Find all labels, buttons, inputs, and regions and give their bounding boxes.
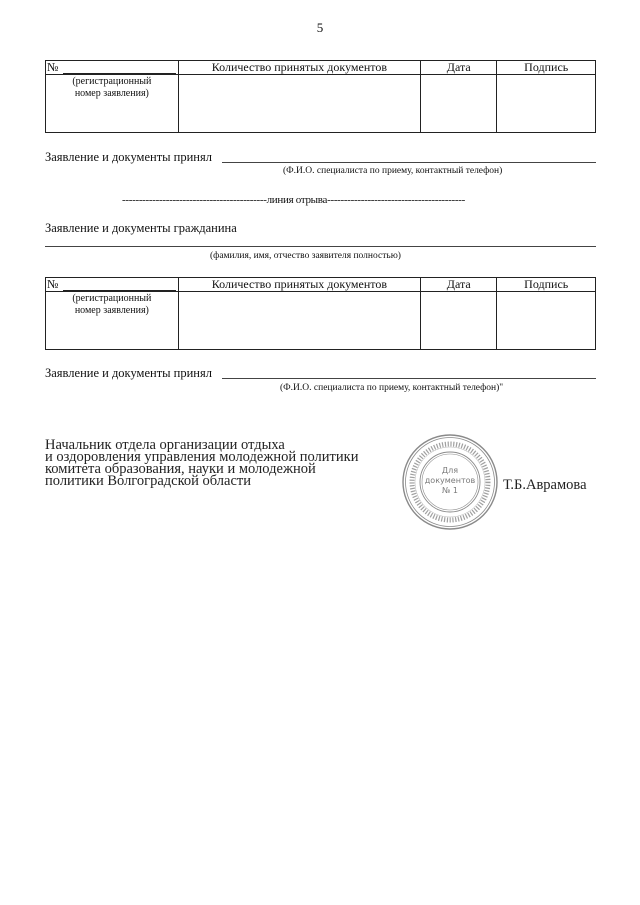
signature-title-line: Начальник отдела организации отдыха [45, 437, 285, 453]
number-cell [46, 278, 179, 292]
number-sign: № [47, 60, 59, 74]
count-cell[interactable] [178, 292, 420, 350]
citizen-fill-line[interactable] [45, 246, 596, 247]
registration-table-1 [45, 60, 596, 133]
specialist-fill-line-2[interactable] [222, 378, 596, 379]
stamp-seal-icon [400, 432, 500, 532]
date-cell[interactable] [421, 292, 497, 350]
official-stamp [400, 432, 500, 532]
signature-title-line: политики Волгоградской области [45, 473, 252, 489]
header-signature: Подпись [497, 61, 596, 75]
signature-title-line: и оздоровления управления молодежной политики [45, 449, 359, 465]
accepted-label-1: Заявление и документы принял [45, 150, 212, 164]
reg-note-cell [46, 75, 179, 133]
signature-cell[interactable] [497, 292, 596, 350]
header-count: Количество принятых документов [178, 61, 420, 75]
date-cell[interactable] [421, 75, 497, 133]
reg-note-cell [46, 292, 179, 350]
specialist-caption-2: (Ф.И.О. специалиста по приему, контактный телефон)" [280, 383, 504, 393]
number-sign: № [47, 277, 59, 291]
signature-cell[interactable] [497, 75, 596, 133]
citizen-label: Заявление и документы гражданина [45, 221, 237, 235]
stamp-text-line: Для [441, 466, 459, 475]
number-fill-line [63, 73, 176, 74]
specialist-fill-line-1[interactable] [222, 162, 596, 163]
number-fill-line [63, 290, 176, 291]
header-count: Количество принятых документов [178, 278, 420, 292]
stamp-text-line: № 1 [442, 486, 458, 495]
reg-note-line: номер заявления) [74, 88, 149, 99]
number-cell [46, 61, 179, 75]
count-cell[interactable] [178, 75, 420, 133]
specialist-caption-1: (Ф.И.О. специалиста по приему, контактный телефон) [283, 166, 503, 176]
signature-title [45, 439, 358, 487]
header-signature: Подпись [497, 278, 596, 292]
reg-note-line: (регистрационный [72, 76, 152, 87]
registration-table-2 [45, 277, 596, 350]
header-date: Дата [421, 278, 497, 292]
signatory-name: Т.Б.Аврамова [503, 477, 587, 493]
reg-note-line: номер заявления) [74, 305, 149, 316]
page-number: 5 [316, 20, 324, 35]
accepted-label-2: Заявление и документы принял [45, 366, 212, 380]
signature-title-line: комитета образования, науки и молодежной [45, 461, 316, 477]
stamp-text-line: документов [424, 476, 476, 485]
tear-line: -------------------------------------------линия отрыва----------------------------------------- [122, 194, 465, 206]
reg-note-line: (регистрационный [72, 293, 152, 304]
header-date: Дата [421, 61, 497, 75]
citizen-caption: (фамилия, имя, отчество заявителя полностью) [210, 251, 401, 261]
